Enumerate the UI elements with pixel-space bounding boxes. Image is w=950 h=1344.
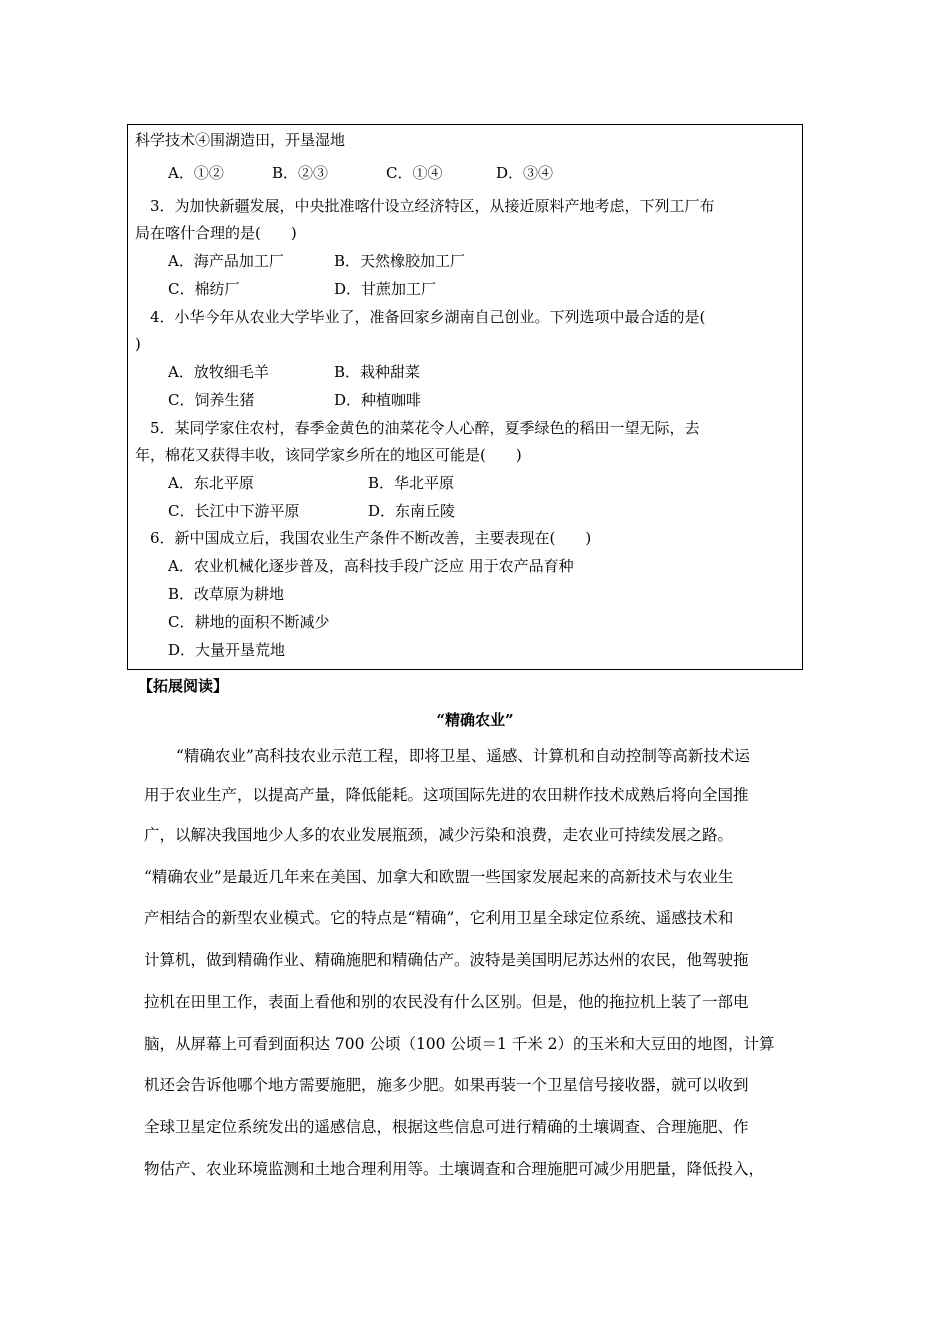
question-4-line-2: ) (135, 335, 141, 353)
q6-option-c: C．耕地的面积不断减少 (168, 613, 330, 631)
article-line: 机还会告诉他哪个地方需要施肥，施多少肥。如果再装一个卫星信号接收器，就可以收到 (144, 1076, 749, 1094)
article-line: 计算机，做到精确作业、精确施肥和精确估产。波特是美国明尼苏达州的农民，他驾驶拖 (144, 951, 749, 969)
q4-option-b: B．栽种甜菜 (334, 363, 421, 381)
article-line: 用于农业生产，以提高产量，降低能耗。这项国际先进的农田耕作技术成熟后将向全国推 (144, 786, 749, 804)
q2-option-a: A．①② (168, 164, 224, 182)
q2-option-d: D．③④ (496, 164, 554, 182)
question-3-line-1: 3．为加快新疆发展，中央批准喀什设立经济特区，从接近原料产地考虑，下列工厂布 (150, 197, 715, 215)
q5-option-b: B．华北平原 (368, 474, 455, 492)
question-5-line-1: 5．某同学家住农村，春季金黄色的油菜花令人心醉，夏季绿色的稻田一望无际，去 (150, 419, 700, 437)
article-line: 脑，从屏幕上可看到面积达 700 公顷（100 公顷＝1 千米 2）的玉米和大豆田的地图，计算 (144, 1035, 775, 1053)
section-heading: 【拓展阅读】 (138, 677, 229, 695)
article-title: “精确农业” (436, 711, 514, 729)
article-line: “精确农业”是最近几年来在美国、加拿大和欧盟一些国家发展起来的高新技术与农业生 (144, 868, 734, 886)
q6-option-b: B．改草原为耕地 (168, 585, 285, 603)
q4-option-a: A．放牧细毛羊 (168, 363, 269, 381)
q3-option-d: D．甘蔗加工厂 (334, 280, 437, 298)
question-2-tail: 科学技术④围湖造田，开垦湿地 (135, 131, 346, 149)
article-line: “精确农业”高科技农业示范工程，即将卫星、遥感、计算机和自动控制等高新技术运 (176, 747, 750, 765)
q6-option-a: A．农业机械化逐步普及，高科技手段广泛应 用于农产品育种 (168, 557, 574, 575)
question-6-line-1: 6．新中国成立后，我国农业生产条件不断改善，主要表现在( ) (150, 529, 592, 547)
q5-option-a: A．东北平原 (168, 474, 254, 492)
article-line: 拉机在田里工作，表面上看他和别的农民没有什么区别。但是，他的拖拉机上装了一部电 (144, 993, 749, 1011)
article-line: 产相结合的新型农业模式。它的特点是“精确”，它利用卫星全球定位系统、遥感技术和 (144, 909, 734, 927)
q5-option-d: D．东南丘陵 (368, 502, 456, 520)
q3-option-b: B．天然橡胶加工厂 (334, 252, 466, 270)
q5-option-c: C．长江中下游平原 (168, 502, 300, 520)
q3-option-c: C．棉纺厂 (168, 280, 240, 298)
q3-option-a: A．海产品加工厂 (168, 252, 284, 270)
article-line: 物估产、农业环境监测和土地合理利用等。土壤调查和合理施肥可减少用肥量，降低投入， (144, 1160, 765, 1178)
article-line: 全球卫星定位系统发出的遥感信息，根据这些信息可进行精确的土壤调查、合理施肥、作 (144, 1118, 749, 1136)
q4-option-c: C．饲养生猪 (168, 391, 255, 409)
q6-option-d: D．大量开垦荒地 (168, 641, 286, 659)
question-4-line-1: 4．小华今年从农业大学毕业了，准备回家乡湖南自己创业。下列选项中最合适的是( (150, 308, 706, 326)
article-line: 广，以解决我国地少人多的农业发展瓶颈，减少污染和浪费，走农业可持续发展之路。 (144, 826, 734, 844)
question-3-line-2: 局在喀什合理的是( ) (135, 224, 297, 242)
q2-option-c: C．①④ (386, 164, 443, 182)
question-5-line-2: 年，棉花又获得丰收，该同学家乡所在的地区可能是( ) (135, 446, 522, 464)
q4-option-d: D．种植咖啡 (334, 391, 422, 409)
q2-option-b: B．②③ (272, 164, 329, 182)
